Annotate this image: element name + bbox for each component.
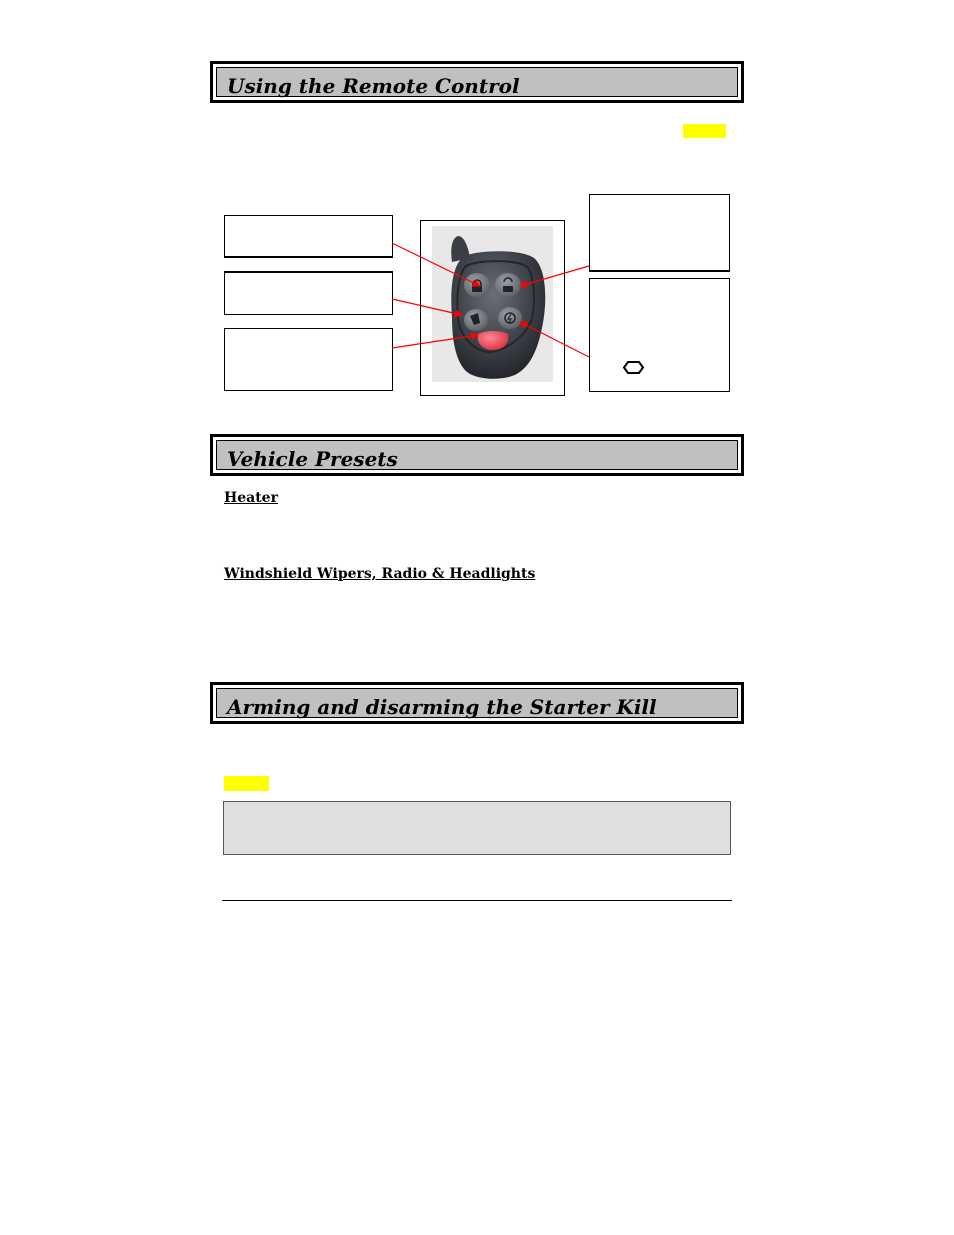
highlight-marker [683,124,726,138]
subheading-heater: Heater [224,490,278,506]
callout-lock [224,215,393,258]
note-box [223,801,731,855]
section-header-starter-kill [210,682,744,724]
horizontal-rule [222,900,732,901]
callout-trunk [224,271,393,315]
callout-unlock [589,194,730,272]
section-title: Vehicle Presets [227,447,398,471]
section-header-fill [216,440,738,470]
callout-panic [224,328,393,391]
section-header-fill [216,67,738,97]
section-header-presets [210,434,744,476]
callout-start [589,278,730,392]
highlight-marker [224,776,269,791]
section-header-fill [216,688,738,718]
subheading-wipers: Windshield Wipers, Radio & Headlights [224,566,536,582]
section-header-remote [210,61,744,103]
remote-image-frame [420,220,565,396]
section-title: Arming and disarming the Starter Kill [227,695,657,719]
section-title: Using the Remote Control [227,74,520,98]
